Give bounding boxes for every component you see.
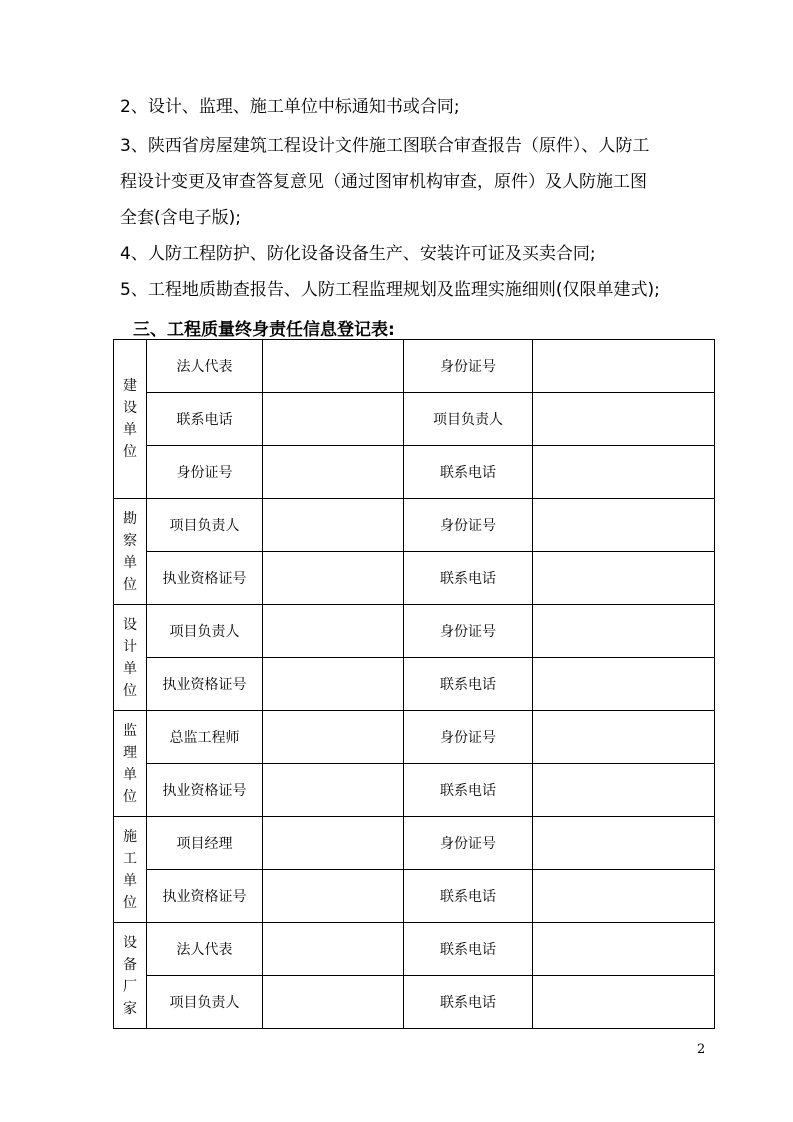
field-value-cell[interactable] bbox=[533, 923, 715, 976]
table-row bbox=[114, 923, 715, 976]
field-value-cell[interactable] bbox=[533, 499, 715, 552]
field-value-cell[interactable] bbox=[533, 764, 715, 817]
field-value-cell[interactable] bbox=[263, 976, 404, 1029]
field-label: 身份证号 bbox=[404, 817, 533, 870]
unit-cell-design: 设计单位 bbox=[114, 605, 147, 711]
field-value-cell[interactable] bbox=[263, 870, 404, 923]
field-label: 法人代表 bbox=[147, 923, 263, 976]
requirement-item-3-line-3: 全套(含电子版); bbox=[120, 208, 241, 228]
field-label: 身份证号 bbox=[404, 711, 533, 764]
field-label: 联系电话 bbox=[404, 446, 533, 499]
page-number: 2 bbox=[697, 1042, 706, 1057]
unit-cell-construction: 建设单位 bbox=[114, 340, 147, 499]
field-value-cell[interactable] bbox=[263, 658, 404, 711]
field-value-cell[interactable] bbox=[263, 817, 404, 870]
field-value-cell[interactable] bbox=[533, 605, 715, 658]
unit-cell-contractor: 施工单位 bbox=[114, 817, 147, 923]
field-label: 身份证号 bbox=[404, 340, 533, 393]
field-label: 执业资格证号 bbox=[147, 764, 263, 817]
table-row bbox=[114, 976, 715, 1029]
table-row bbox=[114, 393, 715, 446]
unit-cell-survey: 勘察单位 bbox=[114, 499, 147, 605]
field-label: 总监工程师 bbox=[147, 711, 263, 764]
field-value-cell[interactable] bbox=[533, 870, 715, 923]
field-label: 联系电话 bbox=[404, 870, 533, 923]
field-value-cell[interactable] bbox=[533, 711, 715, 764]
field-value-cell[interactable] bbox=[533, 817, 715, 870]
field-label: 项目经理 bbox=[147, 817, 263, 870]
field-label: 执业资格证号 bbox=[147, 552, 263, 605]
table-row bbox=[114, 605, 715, 658]
field-label: 执业资格证号 bbox=[147, 870, 263, 923]
requirement-item-5: 5、工程地质勘查报告、人防工程监理规划及监理实施细则(仅限单建式); bbox=[120, 280, 660, 300]
table-row bbox=[114, 446, 715, 499]
field-label: 联系电话 bbox=[404, 764, 533, 817]
field-value-cell[interactable] bbox=[533, 446, 715, 499]
field-label: 身份证号 bbox=[404, 499, 533, 552]
responsibility-registration-table bbox=[113, 339, 715, 1029]
field-value-cell[interactable] bbox=[263, 552, 404, 605]
field-label: 身份证号 bbox=[147, 446, 263, 499]
field-label: 项目负责人 bbox=[147, 499, 263, 552]
table-row bbox=[114, 340, 715, 393]
field-label: 联系电话 bbox=[404, 552, 533, 605]
field-label: 身份证号 bbox=[404, 605, 533, 658]
field-label: 联系电话 bbox=[404, 658, 533, 711]
field-value-cell[interactable] bbox=[263, 340, 404, 393]
field-label: 项目负责人 bbox=[404, 393, 533, 446]
unit-cell-supervision: 监理单位 bbox=[114, 711, 147, 817]
section-title: 三、工程质量终身责任信息登记表: bbox=[133, 320, 395, 340]
field-value-cell[interactable] bbox=[263, 923, 404, 976]
field-value-cell[interactable] bbox=[263, 393, 404, 446]
table-row bbox=[114, 817, 715, 870]
field-label: 联系电话 bbox=[147, 393, 263, 446]
field-label: 联系电话 bbox=[404, 923, 533, 976]
table-row bbox=[114, 552, 715, 605]
table-row bbox=[114, 658, 715, 711]
table-row bbox=[114, 499, 715, 552]
field-value-cell[interactable] bbox=[533, 658, 715, 711]
table-row bbox=[114, 764, 715, 817]
field-label: 法人代表 bbox=[147, 340, 263, 393]
table-row bbox=[114, 711, 715, 764]
field-label: 项目负责人 bbox=[147, 976, 263, 1029]
field-value-cell[interactable] bbox=[533, 340, 715, 393]
field-value-cell[interactable] bbox=[263, 764, 404, 817]
field-label: 执业资格证号 bbox=[147, 658, 263, 711]
requirement-item-3-line-1: 3、陕西省房屋建筑工程设计文件施工图联合审查报告（原件）、人防工 bbox=[120, 136, 650, 156]
field-label: 项目负责人 bbox=[147, 605, 263, 658]
field-value-cell[interactable] bbox=[263, 605, 404, 658]
unit-cell-equipment-maker: 设备厂家 bbox=[114, 923, 147, 1029]
field-value-cell[interactable] bbox=[533, 552, 715, 605]
field-label: 联系电话 bbox=[404, 976, 533, 1029]
field-value-cell[interactable] bbox=[263, 711, 404, 764]
requirement-item-2: 2、设计、监理、施工单位中标通知书或合同; bbox=[120, 97, 460, 117]
table-row bbox=[114, 870, 715, 923]
field-value-cell[interactable] bbox=[533, 393, 715, 446]
requirement-item-3-line-2: 程设计变更及审查答复意见（通过图审机构审查，原件）及人防施工图 bbox=[120, 172, 647, 192]
field-value-cell[interactable] bbox=[263, 499, 404, 552]
field-value-cell[interactable] bbox=[533, 976, 715, 1029]
requirement-item-4: 4、人防工程防护、防化设备设备生产、安装许可证及买卖合同; bbox=[120, 244, 596, 264]
field-value-cell[interactable] bbox=[263, 446, 404, 499]
